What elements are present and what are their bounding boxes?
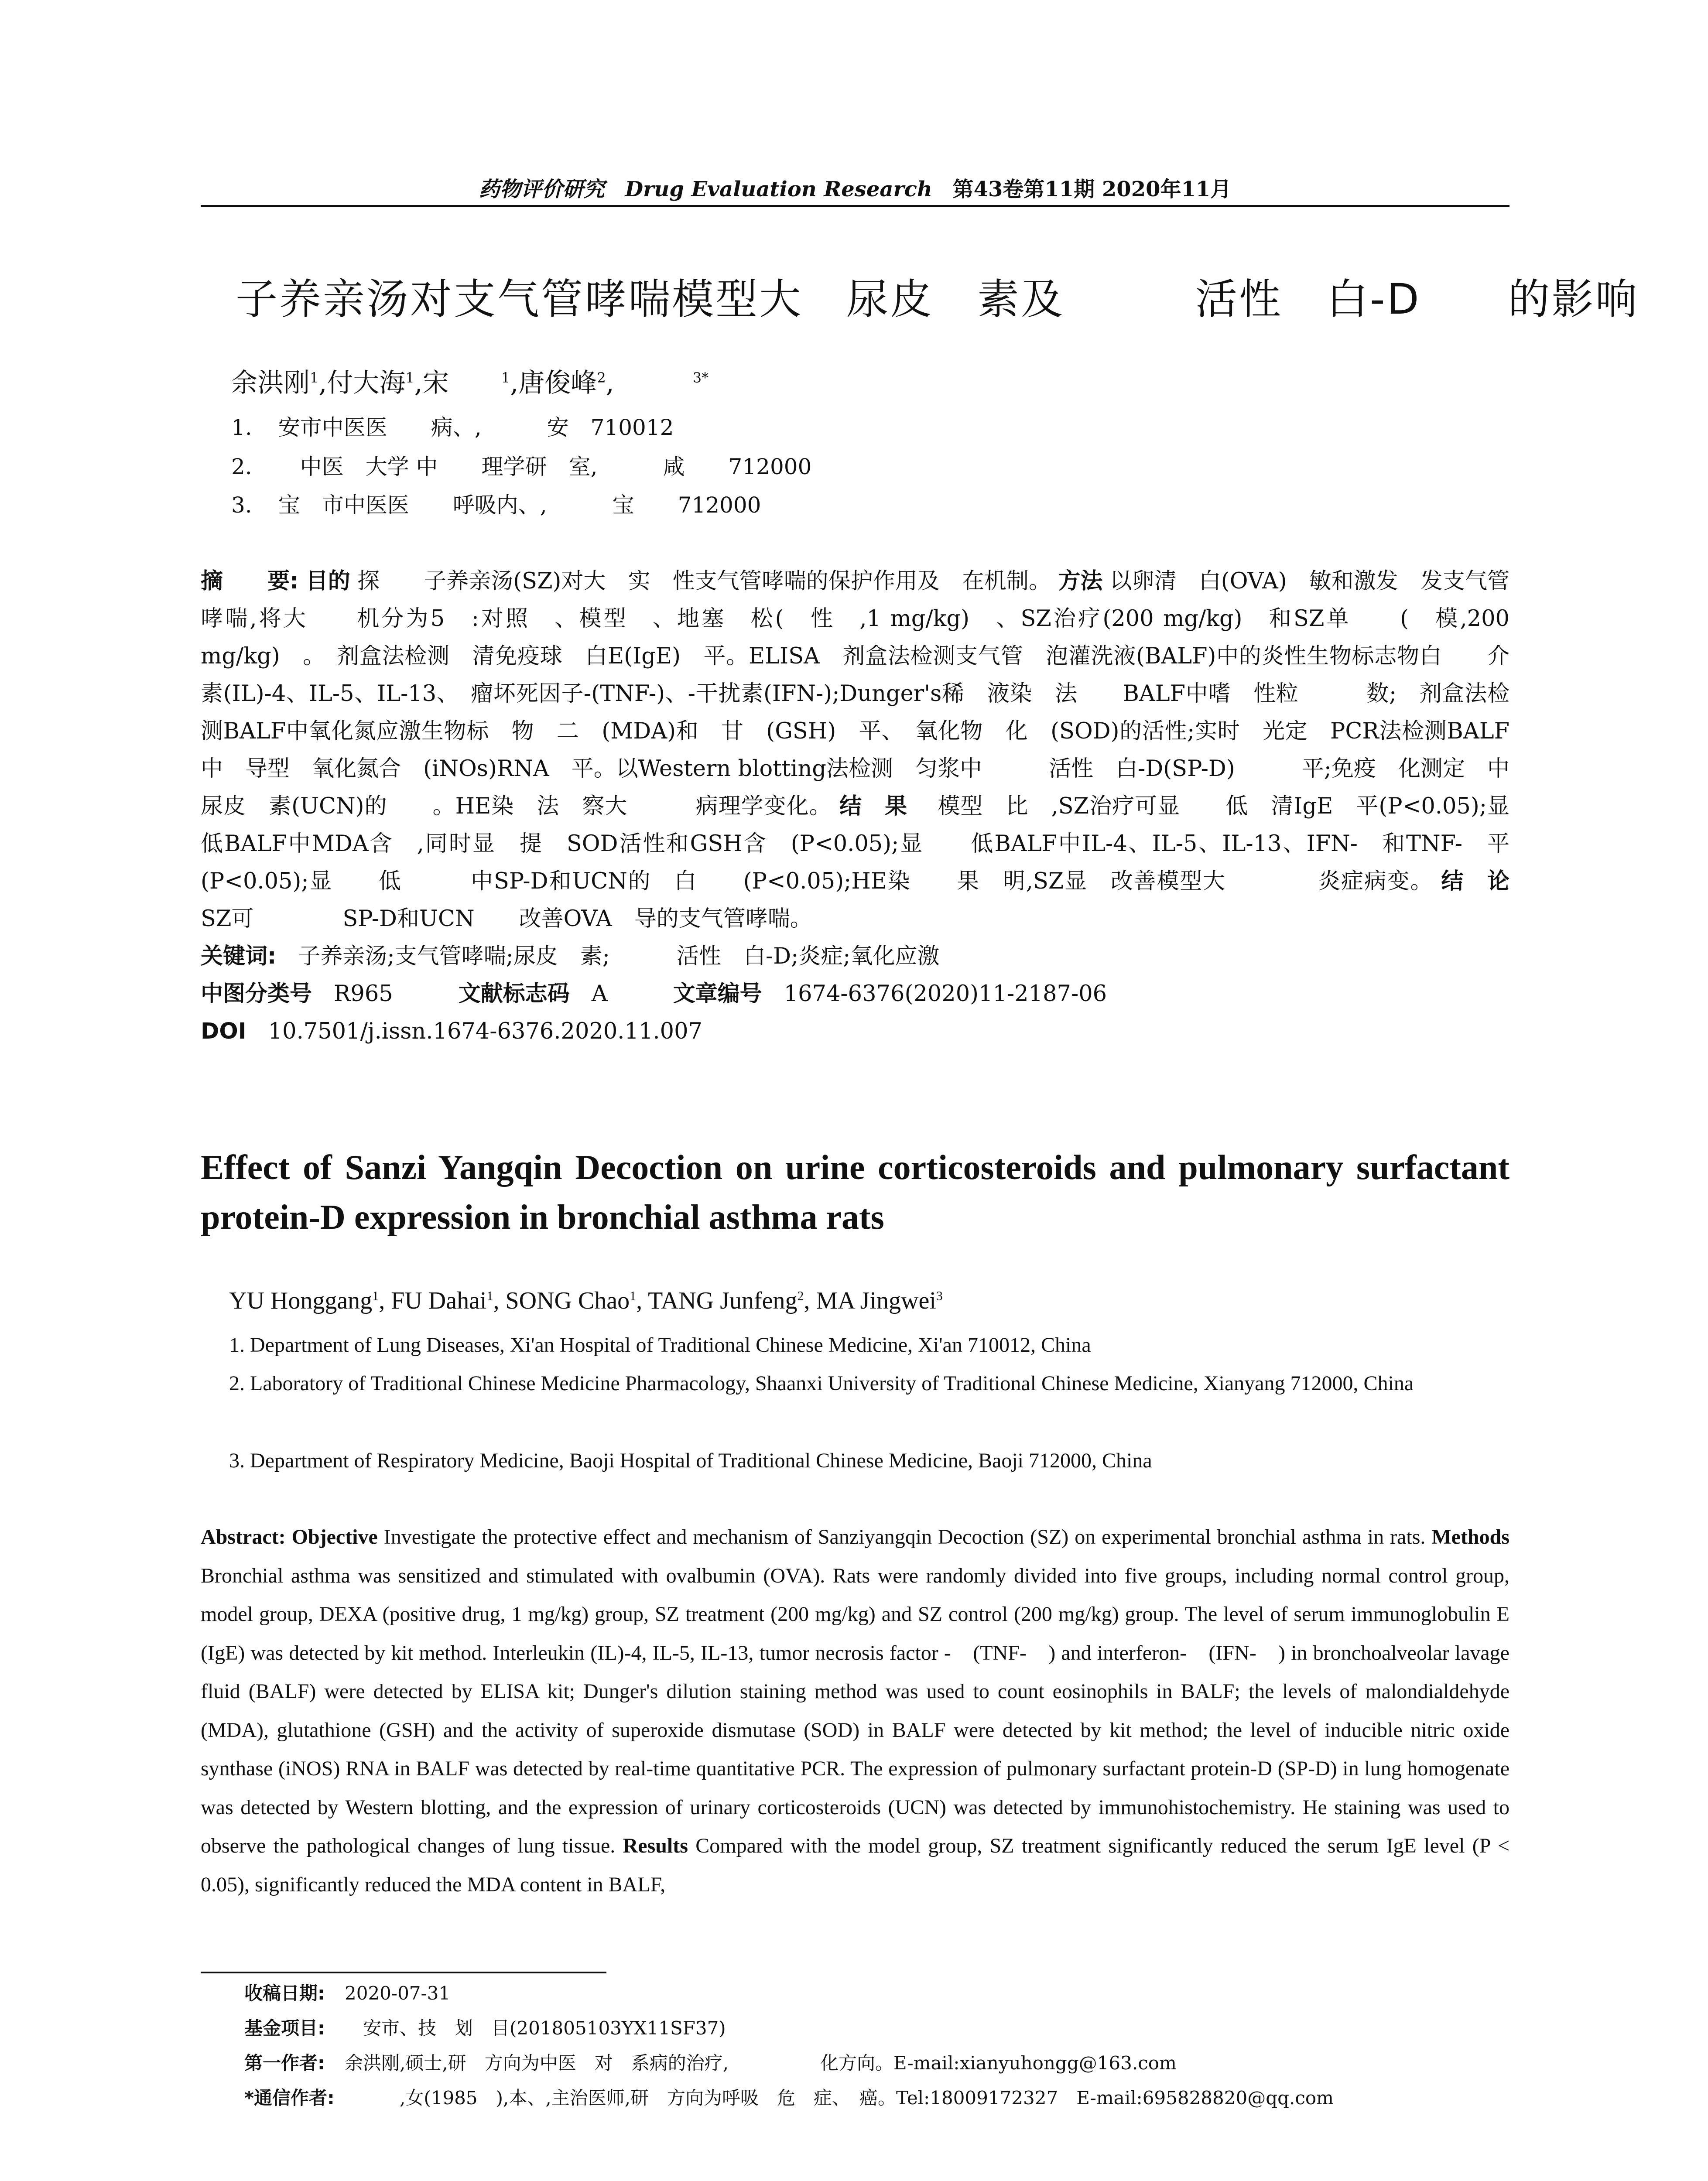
author-cn: 唐俊峰 [518,368,597,398]
footnote-received [244,1976,1509,2011]
author-cn: 余洪刚 [231,368,310,398]
objective-label: 目的 [305,568,350,594]
keywords-value: 子养亲汤;支气管哮喘;尿皮 素; 活性 白-D;炎症;氧化应激 [298,944,940,969]
fund-value: 安市、技 划 目(201805103YX11SF37) [345,2017,726,2039]
authors-cn: 余洪刚$^1$,付大海$^1$,宋 $^1$,唐俊峰$^2$, $^{3*}$ [231,368,709,398]
first-author-value: 余洪刚,硕士,研 方向为中医 对 系病的治疗, 化方向。E-mail:xianyuhongg@163.com [345,2052,1177,2074]
footnote-fund [244,2011,1509,2046]
author-sup: 2 [597,369,606,386]
corr-label: *通信作者: [244,2087,335,2109]
doi-label: DOI [201,1019,246,1044]
received-value: 2020-07-31 [345,1983,451,2004]
author-en: MA Jingwei [816,1287,936,1314]
conclusion-text: SZ可 SP-D和UCN 改善OVA 导的支气管哮喘。 [201,906,812,932]
author-sup: 1 [630,1289,637,1303]
objective-en-text: Investigate the protective effect and mechanism of Sanziyangqin Decoction (SZ) on experimental bronchial asthma in rats. [383,1525,1426,1549]
author-sup: 1 [310,369,319,386]
title-cn: 子养亲汤对支气管哮喘模型大 尿皮 素及 活性 白-D 的影响 [236,275,1639,324]
footnote-first-author [244,2046,1509,2081]
results-label: 结 果 [839,793,908,819]
abstract-en-label: Abstract: [201,1525,286,1549]
abstract-cn-label: 摘 要: [201,568,299,594]
methods-en-label: Methods [1431,1525,1509,1549]
article-no-label: 文章编号 [673,981,762,1007]
objective-text: 探 子养亲汤(SZ)对大 实 性支气管哮喘的保护作用及 在机制。 [357,568,1051,594]
methods-text: 以卵清 白(OVA) 敏和激发 发支气管哮喘,将大 机分为5 :对照 、模型 、地塞 松( 性 ,1 mg/kg) 、SZ治疗(200 mg/kg) 和SZ单 ( 模,200 mg/kg) 。 剂盒法检测 清免疫球 白E(IgE) 平。ELISA 剂盒法检测支气管 泡灌洗液(BALF)中的炎性生物标志物白 介素(IL)-4、IL-5、IL-13、 瘤坏死因子-(TNF-)、-干扰素(IFN-);Dunger's稀 液染 法 BALF中嗜 性粒 数; 剂盒法检测BALF中氧化氮应激生物标 物 二 (MDA)和 甘 (GSH) 平、 氧化物 化 (SOD)的活性;实时 光定 PCR法检测BALF中 导型 氧化氮合 (iNOs)RNA 平。以Western blotting法检测 匀浆中 活性 白-D(SP-D) 平;免疫 化测定 中尿皮 素(UCN)的 。HE染 法 察大 病理学变化。 [201,568,1509,819]
doi-value: 10.7501/j.issn.1674-6376.2020.11.007 [268,1019,702,1044]
corr-value: ,女(1985 ),本、,主治医师,研 方向为呼吸 危 症、 癌。Tel:18009172327 E-mail:695828820@qq.com [345,2087,1334,2109]
abstract-en [201,1518,1509,1904]
author-en: FU Dahai [391,1287,487,1314]
keywords-cn [201,938,1509,975]
affiliation-en-3: 3. Department of Respiratory Medicine, Baoji Hospital of Traditional Chinese Medicine, Baoji 712000, China [229,1449,1152,1472]
affiliation-en-2: 2. Laboratory of Traditional Chinese Medicine Pharmacology, Shaanxi University of Traditional Chinese Medicine, Xianyang 712000, China [229,1372,1414,1395]
affiliation-en-1: 1. Department of Lung Diseases, Xi'an Hospital of Traditional Chinese Medicine, Xi'an 710012, China [229,1333,1091,1357]
footnote-rule [201,1972,606,1973]
affil-text: 宝 市中医医 呼吸内、, 宝 712000 [278,492,761,518]
objective-en-label: Objective [291,1525,378,1549]
clc-label: 中图分类号 [201,981,312,1007]
author-sup: 1 [405,369,414,386]
methods-label: 方法 [1058,568,1103,594]
author-sup: 3 [936,1289,943,1303]
affiliation-cn-3 [231,488,787,519]
classification-line [201,975,1509,1013]
author-en: YU Honggang [229,1287,373,1314]
affil-num: 2. [231,454,252,479]
authors-en: YU Honggang$^1$, FU Dahai$^1$, SONG Chao$^1$, TANG Junfeng$^2$, MA Jingwei$^3$ [229,1287,943,1314]
journal-name-en: Drug Evaluation Research [625,177,932,202]
author-cn: 付大海 [327,368,406,398]
fund-label: 基金项目: [244,2017,325,2039]
author-sup: 3* [692,369,709,386]
doc-code-label: 文献标志码 [458,981,570,1007]
affil-text: 安市中医医 病、, 安 710012 [278,415,674,440]
affiliation-cn-1 [231,410,700,441]
footnote-corresponding [244,2081,1509,2116]
conclusion-label: 结 论 [1441,868,1510,894]
author-en: TANG Junfeng [648,1287,798,1314]
issue-info: 第43卷第11期 2020年11月 [952,177,1232,202]
author-cn [614,368,693,398]
keywords-label: 关键词: [201,944,277,969]
doi-line [201,1013,1509,1050]
running-header [201,172,1509,202]
article-no-value: 1674-6376(2020)11-2187-06 [784,981,1107,1007]
methods-en-text: Bronchial asthma was sensitized and stimulated with ovalbumin (OVA). Rats were randomly divided into five groups, including normal control group, model group, DEXA (positive drug, 1 mg/kg) group, SZ treatment (200 mg/kg) and SZ control (200 mg/kg) group. The level of serum immunoglobulin E (IgE) was detected by kit method. Interleukin (IL)-4, IL-5, IL-13, tumor necrosis factor - (TNF- ) and interferon- (IFN- ) in bronchoalveolar lavage fluid (BALF) were detected by ELISA kit; Dunger's dilution staining method was used to count eosinophils in BALF; the levels of malondialdehyde (MDA), glutathione (GSH) and the activity of superoxide dismutase (SOD) in BALF were detected by kit method; the level of inducible nitric oxide synthase (iNOS) RNA in BALF was detected by real-time quantitative PCR. The expression of pulmonary surfactant protein-D (SP-D) in lung homogenate was detected by Western blotting, and the expression of urinary corticosteroids (UCN) was detected by immunohistochemistry. He staining was used to observe the pathological changes of lung tissue. [201,1564,1509,1857]
affil-text: 中医 大学 中 理学研 室, 咸 712000 [278,454,812,479]
affil-num: 3. [231,492,252,518]
affil-num: 1. [231,415,252,440]
first-author-label: 第一作者: [244,2052,325,2074]
author-sup: 2 [797,1289,804,1303]
header-rule [201,205,1509,207]
footnotes [244,1976,1509,2116]
doc-code-value: A [591,981,608,1007]
journal-logo: 药物评价研究 [479,177,605,202]
abstract-cn [201,563,1554,1050]
author-sup: 1 [486,1289,493,1303]
clc-value: R965 [334,981,393,1007]
author-sup: 1 [501,369,510,386]
title-en: Effect of Sanzi Yangqin Decoction on urine corticosteroids and pulmonary surfactant protein-D expression in bronchial asthma rats [201,1149,1509,1237]
results-en-text: Compared with the model group, SZ treatment significantly reduced the serum IgE level (P < 0.05), significantly reduced the MDA content in BALF, [201,1834,1510,1896]
received-label: 收稿日期: [244,1983,325,2004]
results-text: 模型 比 ,SZ治疗可显 低 清IgE 平(P<0.05);显 低BALF中MDA含 ,同时显 提 SOD活性和GSH含 (P<0.05);显 低BALF中IL-4、IL-5、IL-13、IFN- 和TNF- 平(P<0.05);显 低 中SP-D和UCN的 白 (P<0.05);HE染 果 明,SZ显 改善模型大 炎症病变。 [201,793,1554,894]
author-cn: 宋 [422,368,501,398]
affiliation-cn-2 [231,449,838,481]
results-en-label: Results [623,1834,688,1857]
author-sup: 1 [372,1289,379,1303]
author-en: SONG Chao [505,1287,630,1314]
